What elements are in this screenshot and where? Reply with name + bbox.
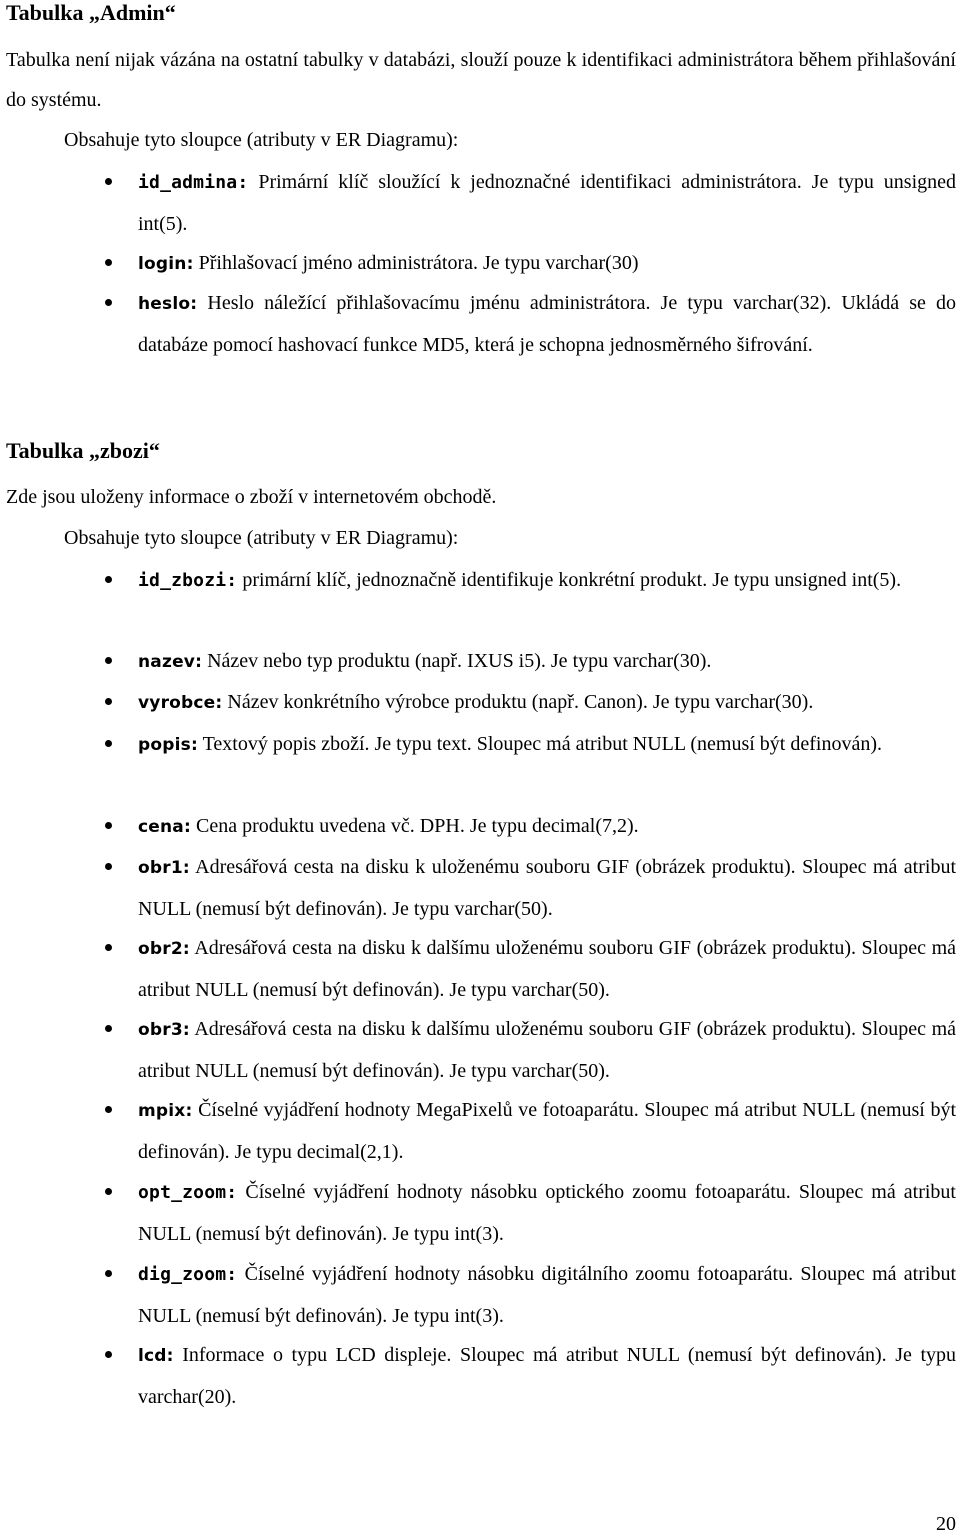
list-item-opt-zoom [138, 1172, 956, 1254]
column-name: popis: [138, 735, 198, 755]
column-description: Cena produktu uvedena vč. DPH. Je typu decimal(7,2). [190, 815, 639, 837]
list-item-obr1 [138, 847, 956, 929]
paragraph-admin-columns-intro: Obsahuje tyto sloupce (atributy v ER Diagramu): [64, 129, 459, 151]
list-item-id-zbozi [138, 560, 956, 602]
column-name: cena: [138, 817, 191, 837]
list-item-id-admina [138, 162, 956, 244]
column-name: opt_zoom: [138, 1182, 238, 1203]
section-heading-zbozi: Tabulka „zbozi“ [6, 438, 160, 463]
column-name: id_admina: [138, 172, 249, 193]
column-description: Textový popis zboží. Je typu text. Sloupec má atribut NULL (nemusí být definován). [197, 733, 882, 755]
paragraph-zbozi-intro: Zde jsou uloženy informace o zboží v internetovém obchodě. [6, 486, 497, 508]
column-description: Název konkrétního výrobce produktu (např. Canon). Je typu varchar(30). [222, 691, 814, 713]
column-name: obr3: [138, 1020, 190, 1040]
column-description: Přihlašovací jméno administrátora. Je typu varchar(30) [193, 252, 639, 274]
column-name: dig_zoom: [138, 1264, 238, 1285]
column-description: Adresářová cesta na disku k uloženému souboru GIF (obrázek produktu). Sloupec má atribut NULL (nemusí být definován). Je typu varchar(50). [138, 856, 956, 920]
column-description: Číselné vyjádření hodnoty násobku optického zoomu fotoaparátu. Sloupec má atribut NULL (nemusí být definován). Je typu int(3). [138, 1181, 956, 1245]
column-description: Číselné vyjádření hodnoty MegaPixelů ve fotoaparátu. Sloupec má atribut NULL (nemusí být definován). Je typu decimal(2,1). [138, 1099, 956, 1163]
list-item-lcd [138, 1335, 956, 1417]
paragraph-zbozi-columns-intro: Obsahuje tyto sloupce (atributy v ER Diagramu): [64, 527, 459, 549]
list-item-login [138, 243, 956, 285]
column-description: Heslo náležící přihlašovacímu jménu administrátora. Je typu varchar(32). Ukládá se do databáze pomocí hashovací funkce MD5, která je schopna jednosměrného šifrování. [138, 292, 956, 356]
column-name: vyrobce: [138, 693, 223, 713]
list-item-mpix [138, 1090, 956, 1172]
list-item-popis [138, 724, 956, 766]
column-name: lcd: [138, 1346, 174, 1366]
list-item-obr2 [138, 928, 956, 1010]
column-name: obr1: [138, 858, 190, 878]
list-item-obr3 [138, 1009, 956, 1091]
column-name: login: [138, 254, 194, 274]
section-heading-admin: Tabulka „Admin“ [6, 0, 176, 25]
column-description: Informace o typu LCD displeje. Sloupec má atribut NULL (nemusí být definován). Je typu varchar(20). [138, 1344, 956, 1408]
list-item-vyrobce [138, 682, 956, 724]
column-description: Adresářová cesta na disku k dalšímu uloženému souboru GIF (obrázek produktu). Sloupec má atribut NULL (nemusí být definován). Je typu varchar(50). [138, 937, 956, 1001]
list-item-dig-zoom [138, 1254, 956, 1336]
column-name: obr2: [138, 939, 190, 959]
list-item-nazev [138, 641, 956, 683]
column-description: Číselné vyjádření hodnoty násobku digitálního zoomu fotoaparátu. Sloupec má atribut NULL (nemusí být definován). Je typu int(3). [138, 1263, 956, 1327]
column-name: heslo: [138, 294, 198, 314]
paragraph-admin-intro: Tabulka není nijak vázána na ostatní tabulky v databázi, slouží pouze k identifikaci administrátora během přihlašování do systému. [6, 49, 956, 111]
column-name: nazev: [138, 652, 203, 672]
column-description: Adresářová cesta na disku k dalšímu uloženému souboru GIF (obrázek produktu). Sloupec má atribut NULL (nemusí být definován). Je typu varchar(50). [138, 1018, 956, 1082]
column-name: mpix: [138, 1101, 193, 1121]
page-number: 20 [936, 1513, 956, 1535]
column-description: Název nebo typ produktu (např. IXUS i5). Je typu varchar(30). [202, 650, 712, 672]
column-description: Primární klíč sloužící k jednoznačné identifikaci administrátora. Je typu unsigned int(5). [138, 171, 956, 235]
list-item-heslo [138, 283, 956, 365]
column-name: id_zbozi: [138, 570, 238, 591]
list-item-cena [138, 806, 956, 848]
column-description: primární klíč, jednoznačně identifikuje konkrétní produkt. Je typu unsigned int(5). [237, 569, 902, 591]
